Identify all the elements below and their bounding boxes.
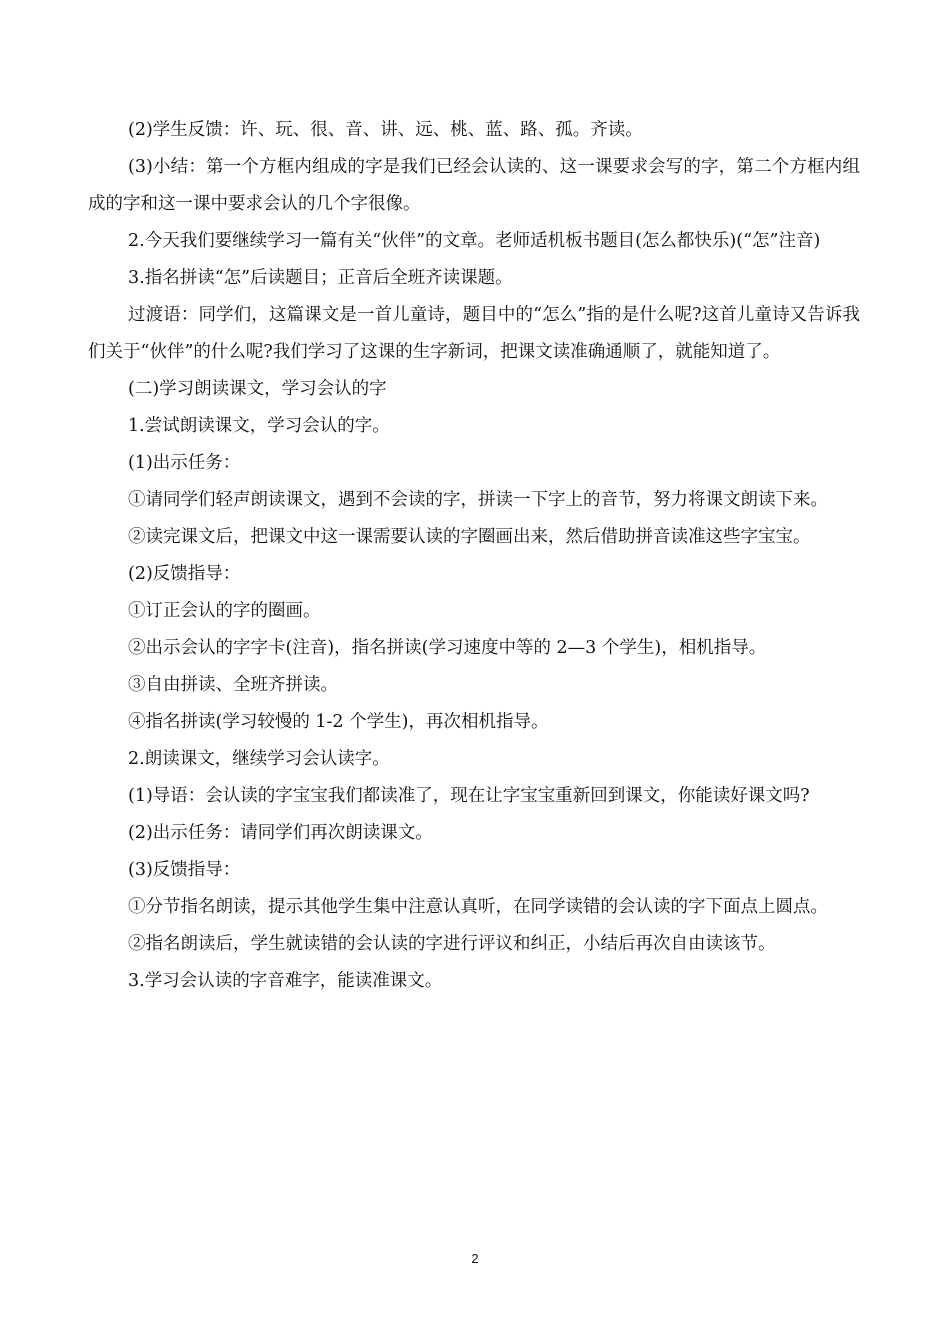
paragraph: ②出示会认的字字卡(注音)，指名拼读(学习速度中等的 2—3 个学生)，相机指导。 xyxy=(128,638,767,658)
paragraph: (2)学生反馈：许、玩、很、音、讲、远、桃、蓝、路、孤。齐读。 xyxy=(128,120,643,140)
paragraph: ①分节指名朗读，提示其他学生集中注意认真听，在同学读错的会认读的字下面点上圆点。 xyxy=(128,897,828,917)
paragraph: (1)导语：会认读的字宝宝我们都读准了，现在让字宝宝重新回到课文，你能读好课文吗? xyxy=(128,786,810,806)
paragraph: (3)小结：第一个方框内组成的字是我们已经会认读的、这一课要求会写的字，第二个方框内组成的字和这一课中要求会认的几个字很像。 xyxy=(88,157,860,214)
paragraph: 2.朗读课文，继续学习会认读字。 xyxy=(128,749,390,769)
paragraph: ②指名朗读后，学生就读错的会认读的字进行评议和纠正，小结后再次自由读该节。 xyxy=(128,934,776,954)
paragraph: ①订正会认的字的圈画。 xyxy=(128,601,321,621)
paragraph: (3)反馈指导： xyxy=(128,860,241,880)
paragraph: 1.尝试朗读课文，学习会认的字。 xyxy=(128,416,390,436)
paragraph: 2.今天我们要继续学习一篇有关“伙伴”的文章。老师适机板书题目(怎么都快乐)(“怎”注音) xyxy=(128,231,821,251)
paragraph: (2)反馈指导： xyxy=(128,564,241,584)
paragraph: ②读完课文后，把课文中这一课需要认读的字圈画出来，然后借助拼音读准这些字宝宝。 xyxy=(128,527,811,547)
paragraph: (1)出示任务： xyxy=(128,453,241,473)
paragraph: 3.指名拼读“怎”后读题目；正音后全班齐读课题。 xyxy=(128,268,513,288)
paragraph: ④指名拼读(学习较慢的 1-2 个学生)，再次相机指导。 xyxy=(128,712,549,732)
paragraph: ①请同学们轻声朗读课文，遇到不会读的字，拼读一下字上的音节，努力将课文朗读下来。 xyxy=(128,490,828,510)
section-heading: (二)学习朗读课文，学习会认的字 xyxy=(128,379,387,399)
paragraph: ③自由拼读、全班齐拼读。 xyxy=(128,675,338,695)
paragraph: 过渡语：同学们，这篇课文是一首儿童诗，题目中的“怎么”指的是什么呢?这首儿童诗又告诉我们关于“伙伴”的什么呢?我们学习了这课的生字新词，把课文读准确通顺了，就能知道了。 xyxy=(88,305,860,362)
paragraph: 3.学习会认读的字音难字，能读准课文。 xyxy=(128,971,443,991)
paragraph: (2)出示任务：请同学们再次朗读课文。 xyxy=(128,823,433,843)
document-body xyxy=(88,112,860,1000)
page-number: 2 xyxy=(471,1251,479,1266)
